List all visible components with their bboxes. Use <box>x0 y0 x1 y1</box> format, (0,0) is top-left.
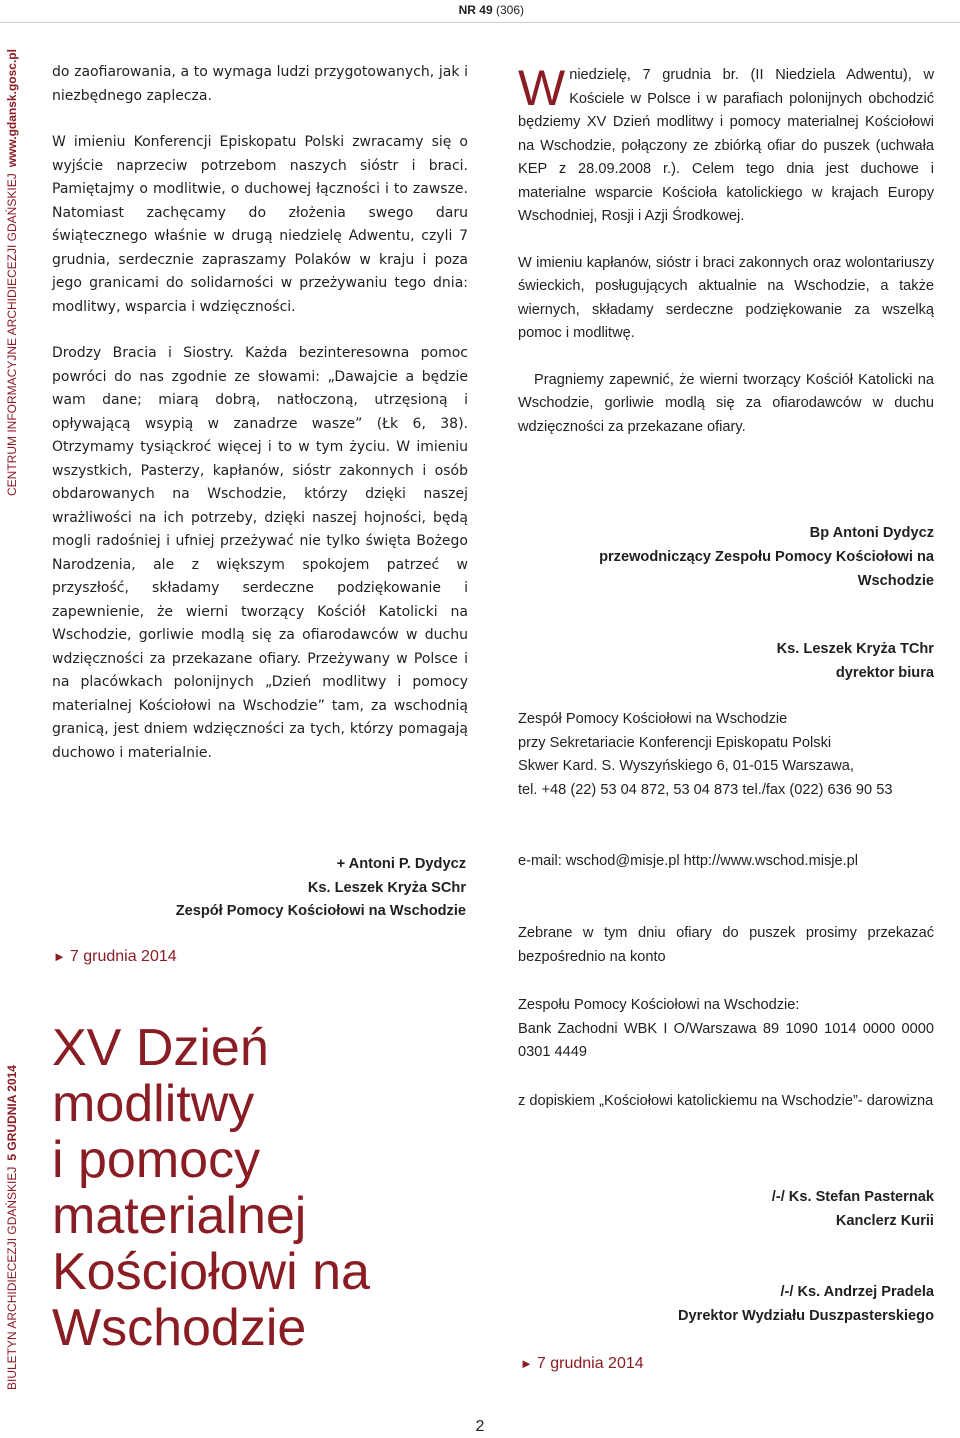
signature-line: /-/ Ks. Stefan Pasternak <box>771 1189 934 1205</box>
signature-line: przewodniczący Zespołu Pomocy Kościołowi na Wschodzie <box>599 549 934 589</box>
signature-line: Ks. Leszek Kryża TChr <box>776 641 934 657</box>
signature-line: + Antoni P. Dydycz <box>336 856 466 872</box>
pastoral-director-signature <box>518 1280 934 1328</box>
director-signature <box>518 637 934 685</box>
issue-label <box>459 3 524 17</box>
sidebar-bottom-date: 5 GRUDNIA 2014 <box>5 1065 19 1161</box>
issue-header <box>0 0 960 23</box>
issue-number-paren: (306) <box>495 3 524 17</box>
address-line: przy Sekretariacie Konferencji Episkopatu Polski <box>518 734 832 751</box>
page-number: 2 <box>475 1418 485 1435</box>
right-date <box>520 1355 644 1373</box>
title-line: modlitwy <box>52 1075 255 1133</box>
article-date-text: 7 grudnia 2014 <box>69 948 177 965</box>
bank-intro <box>518 922 934 969</box>
title-line: XV Dzień <box>52 1019 269 1077</box>
bank-note-text: z dopiskiem „Kościołowi katolickiemu na Wschodzie”- darowizna <box>518 1093 934 1109</box>
right-intro-text: niedzielę, 7 grudnia br. (II Niedziela Adwentu), w Kościele w Polsce i w parafiach polonijnych obchodzić będziemy XV Dzień modlitwy i pomocy materialnej Kościołowi na Wschodzie, połączony ze zbiórką ofiar do puszek (uchwała KEP z 28.09.2008 r.). Celem tego dnia jest duchowe i materialne wsparcie Kościoła katolickiego w krajach Europy Wschodniej, Rosji i Azji Środkowej. <box>518 67 934 224</box>
bishop-signature <box>518 521 934 593</box>
left-paragraph-3: Drodzy Bracia i Siostry. Każda bezinteresowna pomoc powróci do nas zgodnie ze słowami: „Dawajcie a będzie wam dane; miarą dobrą, natłoczoną, utrzęsioną i opływającą wsypią w zanadrze wasze” (Łk 6, 38). Otrzymamy tysiąckroć więcej i to w tym życiu. W imieniu wszystkich, Pasterzy, kapłanów, sióstr zakonnych i osób obdarowanych na Wschodzie, którzy dzięki naszej wrażliwości na ich potrzeby, dzięki naszej hojności, będą mogli radośniej i ufniej przeżywać nie tylko święta Bożego Narodzenia, ale z większym spokojem patrzeć w przyszłość, składamy serdeczne podziękowanie i zapewnienie, że wierni tworzący Kościół Katolicki na Wschodzie, gorliwie modlą się za ofiarodawców w duchu wdzięczności za przekazane ofiary. Przeżywany w Polsce i na placówkach polonijnych „Dzień modlitwy i pomocy materialnej Kościołowi na Wschodzie” tam, za wschodnią granicą, jest dniem wdzięczności za tych, którzy pomagają duchowo i materialnie. <box>52 345 468 761</box>
signature-line: dyrektor biura <box>835 665 934 681</box>
bank-note <box>518 1090 934 1114</box>
address-line: tel. +48 (22) 53 04 872, 53 04 873 tel./fax (022) 636 90 53 <box>518 781 893 798</box>
chancellor-signature <box>518 1185 934 1233</box>
title-line: i pomocy <box>52 1131 261 1189</box>
bank-line: Bank Zachodni WBK I O/Warszawa 89 1090 1014 0000 0000 0301 4449 <box>518 1020 934 1060</box>
dropcap: W <box>518 60 566 116</box>
left-signature <box>52 853 466 924</box>
sidebar-bottom-text: BIULETYN ARCHIDIECEZJI GDAŃSKIEJ <box>5 1166 19 1390</box>
title-line: Wschodzie <box>52 1299 307 1357</box>
signature-line: Zespół Pomocy Kościołowi na Wschodzie <box>175 903 466 919</box>
left-paragraph-1: do zaofiarowania, a to wymaga ludzi przygotowanych, jak i niezbędnego zaplecza. <box>52 64 468 104</box>
email-line[interactable]: e-mail: wschod@misje.pl http://www.wschod.misje.pl <box>518 853 859 869</box>
sidebar-bottom-label <box>0 1048 24 1390</box>
bank-line: Zespołu Pomocy Kościołowi na Wschodzie: <box>518 997 800 1013</box>
address-line: Skwer Kard. S. Wyszyńskiego 6, 01-015 Warszawa, <box>518 758 854 774</box>
triangle-right-icon: ► <box>53 949 66 964</box>
signature-line: Ks. Leszek Kryża SChr <box>307 879 466 896</box>
triangle-right-icon: ► <box>520 1356 533 1371</box>
signature-line: Bp Antoni Dydycz <box>809 525 934 541</box>
title-line: Kościołowi na <box>52 1243 370 1301</box>
title-line: materialnej <box>52 1187 307 1245</box>
signature-line: Kanclerz Kurii <box>835 1213 934 1229</box>
sidebar-top-label <box>0 49 24 496</box>
left-paragraph-2: W imieniu Konferencji Episkopatu Polski zwracamy się o wyjście naprzeciw potrzebom naszych sióstr i braci. Pamiętajmy o modlitwie, o duchowej łączności i to zawsze. Natomiast zachęcamy do złożenia swego daru świątecznego właśnie w drugą niedzielę Adwentu, czyli 7 grudnia, serdecznie zapraszamy Polaków w kraju i poza jego granicami do solidarności w przeżywaniu tego dnia: modlitwy, wsparcia i wdzięczności. <box>52 134 468 315</box>
article-date <box>53 948 177 966</box>
right-paragraph-3: Pragniemy zapewnić, że wierni tworzący Kościół Katolicki na Wschodzie, gorliwie modlą się za ofiarodawców w duchu wdzięczności za przekazane ofiary. <box>518 371 934 435</box>
right-column <box>518 60 934 439</box>
right-date-text: 7 grudnia 2014 <box>536 1355 644 1372</box>
signature-line: Dyrektor Wydziału Duszpasterskiego <box>677 1308 934 1324</box>
right-paragraph-2: W imieniu kapłanów, sióstr i braci zakonnych oraz wolontariuszy świeckich, posługujących aktualnie na Wschodzie, a także wiernych, składamy serdeczne podziękowanie za wszelką pomoc i modlitwę. <box>518 254 934 341</box>
signature-line: /-/ Ks. Andrzej Pradela <box>780 1284 934 1300</box>
issue-number-bold: NR 49 <box>458 3 493 17</box>
left-column <box>52 61 468 765</box>
sidebar-top-url[interactable]: www.gdansk.gosc.pl <box>5 49 19 168</box>
contact-address <box>518 708 934 802</box>
sidebar-top-text: CENTRUM INFORMACYJNE ARCHIDIECEZJI GDAŃSKIEJ <box>5 173 19 496</box>
bank-intro-text: Zebrane w tym dniu ofiary do puszek prosimy przekazać bezpośrednio na konto <box>518 925 934 965</box>
address-line: Zespół Pomocy Kościołowi na Wschodzie <box>518 711 788 727</box>
right-intro <box>518 60 934 229</box>
contact-email <box>518 850 934 874</box>
article-title <box>52 1020 492 1356</box>
bank-account <box>518 994 934 1065</box>
